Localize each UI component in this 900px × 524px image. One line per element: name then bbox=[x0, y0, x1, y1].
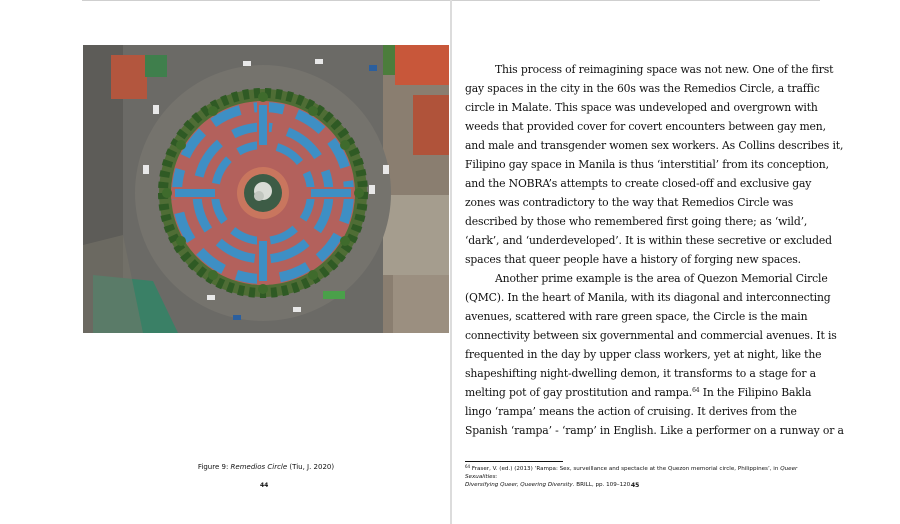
text-line: Another prime example is the area of Quezon Memorial Circle bbox=[495, 272, 828, 285]
footnote-marker: 64 bbox=[692, 387, 700, 394]
footnote-text: Fraser, V. (ed.) (2013) ‘Rampa: Sex, surveillance and spectacle at the Quezon memorial circle, Philippines’, in bbox=[470, 466, 781, 472]
text-line bbox=[465, 383, 811, 402]
text-line: Filipino gay space in Manila is thus ‘interstitial’ from its conception, bbox=[465, 158, 829, 171]
caption-label: Figure 9: bbox=[197, 463, 231, 471]
text-line: frequented in the day by upper class workers, yet at night, like the bbox=[465, 348, 822, 361]
text-line: and the NOBRA’s attempts to create closed-off and exclusive gay bbox=[465, 177, 812, 190]
text-line: weeds that provided cover for covert encounters between gay men, bbox=[465, 120, 826, 133]
text-line: and male and transgender women sex workers. As Collins describes it, bbox=[465, 139, 844, 152]
text-line: spaces that queer people have a history of forging new spaces. bbox=[465, 253, 801, 266]
footnote bbox=[465, 465, 815, 489]
footnote-number: 64 bbox=[465, 464, 471, 469]
text-line: ‘dark’, and ‘underdeveloped’. It is within these secretive or excluded bbox=[465, 234, 832, 247]
body-text bbox=[465, 60, 844, 440]
text-line-part: In the Filipino Bakla bbox=[702, 386, 812, 399]
figure-caption bbox=[83, 463, 449, 471]
text-line: described by those who remembered first going there; as ‘wild’, bbox=[465, 215, 808, 228]
text-line: shapeshifting night-dwelling demon, it transforms to a stage for a bbox=[465, 367, 816, 380]
footnote-rule bbox=[465, 461, 563, 462]
text-line: gay spaces in the city in the 60s was the Remedios Circle, a traffic bbox=[465, 82, 820, 95]
text-line: lingo ‘rampa’ means the action of cruising. It derives from the bbox=[465, 405, 797, 418]
page-number-right: 45 bbox=[631, 482, 640, 489]
text-line-part: melting pot of gay prostitution and rampa. bbox=[465, 386, 693, 399]
remedios-circle-photo bbox=[83, 45, 449, 333]
text-line: avenues, scattered with rare green space, the Circle is the main bbox=[465, 310, 808, 323]
page-number-left: 44 bbox=[260, 482, 269, 489]
caption-credit: (Tiu, J. 2020) bbox=[287, 463, 335, 471]
text-line: (QMC). In the heart of Manila, with its diagonal and interconnecting bbox=[465, 291, 831, 304]
text-line: Spanish ‘rampa’ - ‘ramp’ in English. Like a performer on a runway or a bbox=[465, 424, 844, 437]
text-line: circle in Malate. This space was undeveloped and overgrown with bbox=[465, 101, 818, 114]
text-line: connectivity between six governmental and commercial avenues. It is bbox=[465, 329, 837, 342]
footnote-book-title: Queer Sexualities: bbox=[465, 466, 798, 480]
footnote-book-subtitle: Diversifying Queer, Queering Diversity bbox=[465, 482, 573, 488]
text-line: zones was contradictory to the way that Remedios Circle was bbox=[465, 196, 794, 209]
footnote-publisher: . BRILL, pp. 109–120. bbox=[572, 482, 633, 488]
page-gutter bbox=[450, 0, 452, 524]
caption-title: Remedios Circle bbox=[230, 463, 288, 471]
text-line: This process of reimagining space was not new. One of the first bbox=[495, 63, 834, 76]
